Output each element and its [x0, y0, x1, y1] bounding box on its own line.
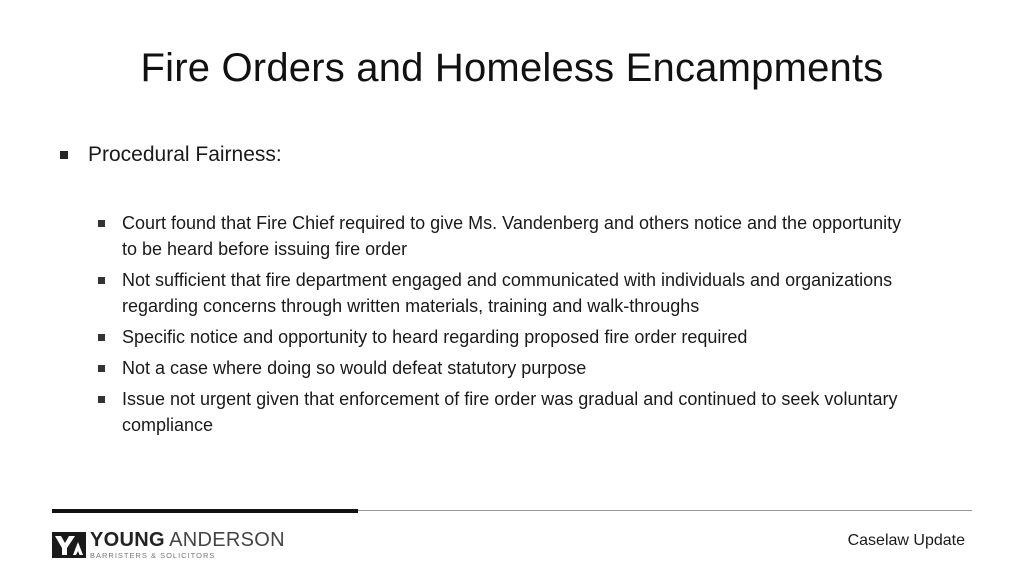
logo-tagline: BARRISTERS & SOLICITORS — [90, 551, 216, 560]
logo-name — [90, 530, 285, 550]
logo-name-light: ANDERSON — [169, 529, 285, 551]
main-bullet-text: Procedural Fairness: — [88, 143, 282, 166]
square-bullet-icon — [98, 334, 105, 341]
square-bullet-icon — [98, 365, 105, 372]
square-bullet-icon — [60, 151, 68, 159]
ya-logo-icon — [52, 532, 86, 558]
company-logo — [52, 530, 285, 560]
sub-bullet-list — [98, 210, 918, 443]
main-bullet — [60, 140, 960, 170]
square-bullet-icon — [98, 396, 105, 403]
sub-bullet-text: Court found that Fire Chief required to give Ms. Vandenberg and others notice and the opportunity to be heard before issuing fire order — [122, 213, 902, 259]
sub-bullet — [98, 355, 918, 381]
sub-bullet-text: Not a case where doing so would defeat statutory purpose — [122, 358, 587, 378]
footer-label: Caselaw Update — [847, 532, 965, 549]
logo-name-bold: YOUNG — [90, 529, 165, 551]
sub-bullet — [98, 210, 918, 262]
square-bullet-icon — [98, 277, 105, 284]
sub-bullet — [98, 386, 918, 438]
sub-bullet — [98, 324, 918, 350]
logo-wordmark — [90, 530, 285, 560]
sub-bullet-text: Issue not urgent given that enforcement of fire order was gradual and continued to seek voluntary compliance — [122, 389, 898, 435]
slide-title: Fire Orders and Homeless Encampments — [140, 46, 884, 90]
sub-bullet — [98, 267, 918, 319]
footer-divider-accent — [52, 509, 358, 513]
square-bullet-icon — [98, 220, 105, 227]
sub-bullet-text: Specific notice and opportunity to heard regarding proposed fire order required — [122, 327, 748, 347]
sub-bullet-text: Not sufficient that fire department engaged and communicated with individuals and organizations regarding concerns through written materials, training and walk-throughs — [122, 270, 893, 316]
